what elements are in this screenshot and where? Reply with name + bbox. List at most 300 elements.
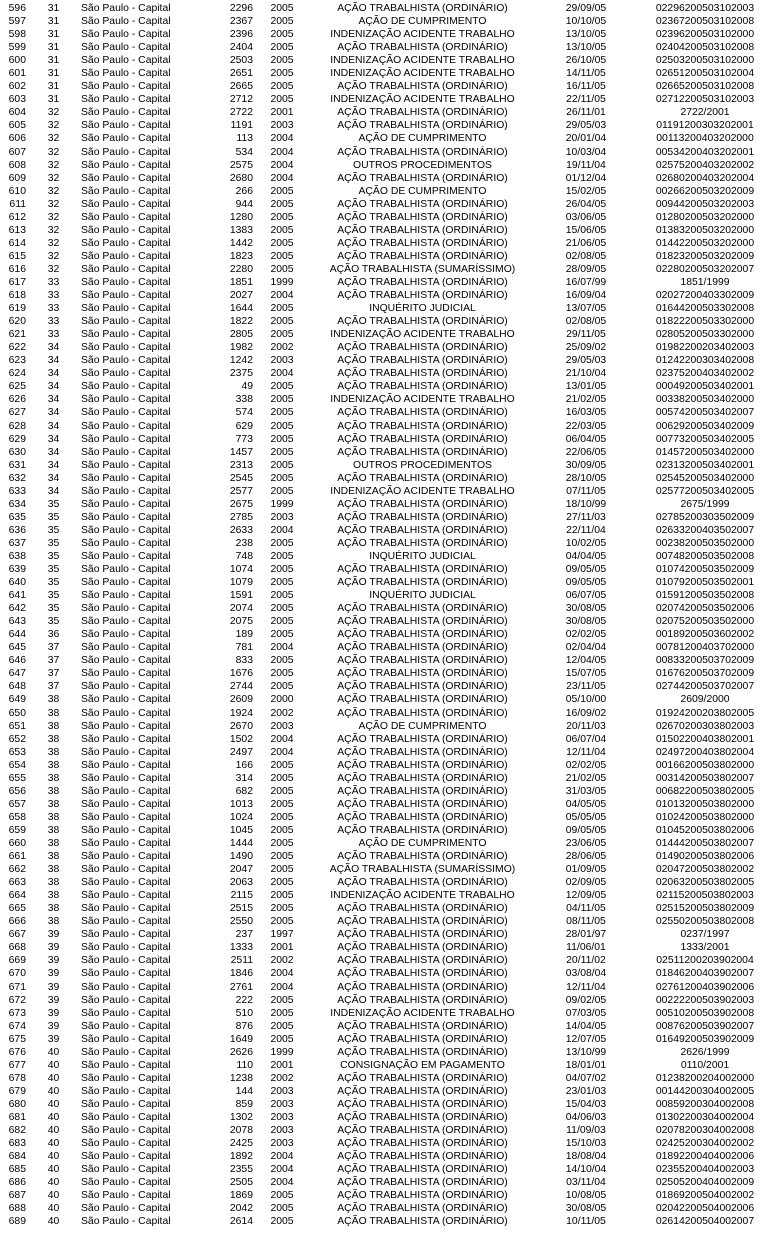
location: São Paulo - Capital <box>81 146 171 158</box>
filing-date: 07/11/05 <box>566 485 606 497</box>
table-row <box>0 1163 772 1176</box>
action-class: AÇÃO TRABALHISTA (ORDINÁRIO) <box>337 759 508 771</box>
process-number: 1191 <box>230 120 253 132</box>
row-number: 635 <box>8 511 26 523</box>
process-id: 1333/2001 <box>680 942 730 954</box>
table-row <box>0 459 772 472</box>
row-number: 633 <box>8 485 26 497</box>
process-number: 1457 <box>229 446 253 458</box>
process-year: 2005 <box>270 68 294 80</box>
process-id: 2626/1999 <box>680 1046 730 1058</box>
row-number: 609 <box>8 172 26 184</box>
vara-number: 32 <box>47 250 60 262</box>
action-class: AÇÃO TRABALHISTA (ORDINÁRIO) <box>337 916 508 928</box>
row-number: 620 <box>8 316 26 328</box>
location: São Paulo - Capital <box>81 498 171 510</box>
process-id: 02545200503402000 <box>655 472 755 484</box>
location: São Paulo - Capital <box>81 1007 171 1019</box>
filing-date: 22/06/05 <box>565 446 607 458</box>
location: São Paulo - Capital <box>81 250 171 262</box>
process-number: 1869 <box>229 1190 253 1202</box>
process-year: 2005 <box>270 681 294 693</box>
filing-date: 13/10/99 <box>565 1046 607 1058</box>
process-number: 1502 <box>229 733 253 745</box>
filing-date: 23/01/03 <box>565 1085 607 1097</box>
table-row <box>0 1150 772 1163</box>
action-class: AÇÃO TRABALHISTA (ORDINÁRIO) <box>337 981 508 993</box>
process-number: 1982 <box>229 342 253 354</box>
location: São Paulo - Capital <box>81 668 171 680</box>
location: São Paulo - Capital <box>81 694 171 706</box>
vara-number: 34 <box>47 368 60 380</box>
filing-date: 13/10/05 <box>565 29 607 41</box>
process-year: 2004 <box>270 1151 294 1163</box>
action-class: INDENIZAÇÃO ACIDENTE TRABALHO <box>330 94 515 106</box>
location: São Paulo - Capital <box>81 681 171 693</box>
filing-date: 02/08/05 <box>565 316 607 328</box>
action-class: AÇÃO TRABALHISTA (ORDINÁRIO) <box>337 381 508 393</box>
location: São Paulo - Capital <box>81 629 171 641</box>
row-number: 656 <box>8 785 26 797</box>
process-year: 2005 <box>270 851 294 863</box>
table-row <box>0 1072 772 1085</box>
process-number: 2313 <box>229 459 253 471</box>
process-number: 110 <box>236 1059 253 1071</box>
process-number: 1238 <box>229 1072 253 1084</box>
process-number: 1822 <box>229 316 253 328</box>
process-id: 00222200503902003 <box>655 994 755 1006</box>
vara-number: 40 <box>47 1138 60 1150</box>
vara-number: 36 <box>47 629 60 641</box>
filing-date: 10/03/04 <box>565 146 607 158</box>
location: São Paulo - Capital <box>81 303 171 315</box>
filing-date: 21/10/04 <box>565 368 607 380</box>
row-number: 643 <box>8 616 26 628</box>
row-number: 652 <box>8 733 26 745</box>
filing-date: 12/11/04 <box>566 746 606 758</box>
action-class: AÇÃO DE CUMPRIMENTO <box>358 133 487 145</box>
row-number: 627 <box>8 407 26 419</box>
location: São Paulo - Capital <box>81 824 171 836</box>
process-number: 314 <box>235 772 253 784</box>
row-number: 630 <box>8 446 26 458</box>
process-id: 02805200503302000 <box>655 329 755 341</box>
action-class: AÇÃO TRABALHISTA (ORDINÁRIO) <box>337 3 508 14</box>
process-number: 629 <box>235 420 253 432</box>
vara-number: 38 <box>47 694 60 706</box>
filing-date: 05/10/00 <box>565 694 607 706</box>
filing-date: 16/09/04 <box>565 290 607 302</box>
row-number: 678 <box>8 1072 26 1084</box>
vara-number: 32 <box>47 172 60 184</box>
action-class: AÇÃO TRABALHISTA (SUMARÍSSIMO) <box>329 263 516 275</box>
process-id: 01823200503202009 <box>655 250 755 262</box>
action-class: AÇÃO TRABALHISTA (ORDINÁRIO) <box>337 603 508 615</box>
filing-date: 21/02/05 <box>565 394 607 406</box>
filing-date: 26/10/05 <box>565 55 607 67</box>
process-number: 338 <box>235 394 253 406</box>
process-number: 781 <box>235 642 253 654</box>
action-class: AÇÃO TRABALHISTA (ORDINÁRIO) <box>337 877 508 889</box>
vara-number: 38 <box>47 707 60 719</box>
location: São Paulo - Capital <box>81 1177 171 1189</box>
process-id: 02404200503102008 <box>655 42 755 54</box>
location: São Paulo - Capital <box>81 107 171 119</box>
row-number: 660 <box>8 838 26 849</box>
vara-number: 31 <box>47 55 60 67</box>
vara-number: 34 <box>47 433 60 445</box>
location: São Paulo - Capital <box>81 29 171 41</box>
table-row <box>0 2 772 15</box>
location: São Paulo - Capital <box>81 94 171 106</box>
vara-number: 35 <box>47 577 60 589</box>
process-number: 1079 <box>229 577 253 589</box>
process-year: 2005 <box>270 55 294 67</box>
table-row <box>0 628 772 641</box>
process-number: 2367 <box>229 16 253 28</box>
process-number: 1676 <box>229 668 253 680</box>
row-number: 638 <box>8 550 26 562</box>
process-year: 2005 <box>270 655 294 667</box>
process-id: 02396200503102000 <box>655 29 755 41</box>
action-class: AÇÃO TRABALHISTA (ORDINÁRIO) <box>337 355 508 367</box>
action-class: AÇÃO TRABALHISTA (ORDINÁRIO) <box>337 42 508 54</box>
process-year: 2001 <box>270 942 294 954</box>
row-number: 644 <box>8 629 26 641</box>
process-number: 1644 <box>229 303 253 315</box>
row-number: 664 <box>8 890 26 902</box>
process-id: 02761200403902006 <box>655 981 755 993</box>
filing-date: 28/10/05 <box>565 472 607 484</box>
process-number: 144 <box>235 1085 253 1097</box>
filing-date: 10/08/05 <box>565 1190 607 1202</box>
location: São Paulo - Capital <box>81 577 171 589</box>
process-year: 2005 <box>270 877 294 889</box>
table-row <box>0 1085 772 1098</box>
row-number: 682 <box>8 1125 26 1137</box>
row-number: 623 <box>8 355 26 367</box>
process-id: 2675/1999 <box>680 498 730 510</box>
table-row <box>0 1189 772 1202</box>
table-row <box>0 41 772 54</box>
vara-number: 38 <box>47 785 60 797</box>
table-row <box>0 576 772 589</box>
row-number: 612 <box>8 211 26 223</box>
vara-number: 39 <box>47 955 60 967</box>
process-id: 00574200503402007 <box>655 407 755 419</box>
process-id: 00189200503602002 <box>655 629 755 641</box>
action-class: AÇÃO TRABALHISTA (ORDINÁRIO) <box>337 342 508 354</box>
process-id: 01242200303402008 <box>655 355 755 367</box>
process-number: 1383 <box>229 224 253 236</box>
table-row <box>0 1124 772 1137</box>
table-row <box>0 550 772 563</box>
vara-number: 33 <box>47 290 60 302</box>
process-number: 2805 <box>229 329 253 341</box>
vara-number: 37 <box>47 668 60 680</box>
action-class: AÇÃO TRABALHISTA (ORDINÁRIO) <box>337 1111 508 1123</box>
action-class: INDENIZAÇÃO ACIDENTE TRABALHO <box>330 55 515 67</box>
vara-number: 40 <box>47 1111 60 1123</box>
action-class: AÇÃO TRABALHISTA (ORDINÁRIO) <box>337 1203 508 1215</box>
vara-number: 37 <box>47 655 60 667</box>
process-id: 02614200504002007 <box>655 1216 755 1228</box>
filing-date: 08/11/05 <box>566 916 606 928</box>
table-row <box>0 654 772 667</box>
location: São Paulo - Capital <box>81 159 171 171</box>
process-year: 2005 <box>270 224 294 236</box>
location: São Paulo - Capital <box>81 877 171 889</box>
table-row <box>0 1059 772 1072</box>
filing-date: 29/05/03 <box>565 120 607 132</box>
filing-date: 14/04/05 <box>565 1020 607 1032</box>
filing-date: 10/10/05 <box>565 16 607 28</box>
process-id: 02785200303502009 <box>655 511 755 523</box>
vara-number: 38 <box>47 877 60 889</box>
vara-number: 38 <box>47 864 60 876</box>
filing-date: 03/08/04 <box>565 968 607 980</box>
table-row <box>0 850 772 863</box>
vara-number: 33 <box>47 303 60 315</box>
process-id: 02313200503402001 <box>655 459 755 471</box>
row-number: 614 <box>8 237 26 249</box>
vara-number: 32 <box>47 224 60 236</box>
process-id: 02680200403202004 <box>655 172 755 184</box>
process-year: 2004 <box>270 1177 294 1189</box>
process-id: 01442200503202000 <box>655 237 755 249</box>
action-class: AÇÃO TRABALHISTA (ORDINÁRIO) <box>337 1085 508 1097</box>
row-number: 599 <box>8 42 26 54</box>
location: São Paulo - Capital <box>81 994 171 1006</box>
location: São Paulo - Capital <box>81 1125 171 1137</box>
table-row <box>0 172 772 185</box>
process-number: 2550 <box>229 916 253 928</box>
process-year: 2005 <box>270 864 294 876</box>
table-row <box>0 720 772 733</box>
location: São Paulo - Capital <box>81 368 171 380</box>
vara-number: 39 <box>47 968 60 980</box>
filing-date: 04/05/05 <box>565 798 607 810</box>
process-number: 1591 <box>229 590 253 602</box>
location: São Paulo - Capital <box>81 329 171 341</box>
process-year: 2005 <box>270 381 294 393</box>
filing-date: 09/02/05 <box>565 994 607 1006</box>
table-row <box>0 941 772 954</box>
table-row <box>0 54 772 67</box>
location: São Paulo - Capital <box>81 120 171 132</box>
action-class: AÇÃO TRABALHISTA (ORDINÁRIO) <box>337 237 508 249</box>
vara-number: 38 <box>47 720 60 732</box>
row-number: 669 <box>8 955 26 967</box>
vara-number: 31 <box>47 42 60 54</box>
row-number: 672 <box>8 994 26 1006</box>
table-row <box>0 915 772 928</box>
table-row <box>0 785 772 798</box>
location: São Paulo - Capital <box>81 929 171 941</box>
row-number: 683 <box>8 1138 26 1150</box>
process-id: 00629200503402009 <box>655 420 755 432</box>
location: São Paulo - Capital <box>81 1111 171 1123</box>
filing-date: 10/11/05 <box>566 1216 606 1228</box>
process-id: 00238200503502000 <box>655 537 755 549</box>
process-number: 1846 <box>229 968 253 980</box>
action-class: CONSIGNAÇÃO EM PAGAMENTO <box>340 1059 505 1071</box>
action-class: AÇÃO TRABALHISTA (ORDINÁRIO) <box>337 851 508 863</box>
process-id: 00144200304002005 <box>655 1085 755 1097</box>
vara-number: 38 <box>47 811 60 823</box>
table-row <box>0 1033 772 1046</box>
process-year: 2005 <box>270 916 294 928</box>
process-number: 1851 <box>229 276 253 288</box>
vara-number: 33 <box>47 276 60 288</box>
process-year: 1999 <box>270 498 294 510</box>
process-year: 2005 <box>270 1007 294 1019</box>
action-class: AÇÃO TRABALHISTA (ORDINÁRIO) <box>337 472 508 484</box>
action-class: AÇÃO TRABALHISTA (ORDINÁRIO) <box>337 250 508 262</box>
table-row <box>0 341 772 354</box>
filing-date: 18/08/04 <box>565 1151 607 1163</box>
vara-number: 34 <box>47 420 60 432</box>
row-number: 666 <box>8 916 26 928</box>
row-number: 670 <box>8 968 26 980</box>
action-class: AÇÃO TRABALHISTA (ORDINÁRIO) <box>337 498 508 510</box>
vara-number: 34 <box>47 381 60 393</box>
filing-date: 20/11/02 <box>566 955 606 967</box>
vara-number: 31 <box>47 94 60 106</box>
location: São Paulo - Capital <box>81 459 171 471</box>
process-year: 2004 <box>270 733 294 745</box>
filing-date: 23/06/05 <box>565 838 607 849</box>
filing-date: 09/05/05 <box>565 564 607 576</box>
location: São Paulo - Capital <box>81 537 171 549</box>
process-number: 1892 <box>229 1151 253 1163</box>
location: São Paulo - Capital <box>81 211 171 223</box>
process-number: 1823 <box>229 250 253 262</box>
process-year: 2003 <box>270 720 294 732</box>
process-number: 2404 <box>229 42 253 54</box>
filing-date: 16/03/05 <box>565 407 607 419</box>
process-number: 2396 <box>229 29 253 41</box>
process-year: 1999 <box>270 1046 294 1058</box>
location: São Paulo - Capital <box>81 198 171 210</box>
row-number: 651 <box>8 720 26 732</box>
filing-date: 13/10/05 <box>565 42 607 54</box>
vara-number: 35 <box>47 616 60 628</box>
process-id: 01045200503802006 <box>655 824 755 836</box>
table-row <box>0 498 772 511</box>
location: São Paulo - Capital <box>81 381 171 393</box>
vara-number: 39 <box>47 929 60 941</box>
action-class: AÇÃO TRABALHISTA (ORDINÁRIO) <box>337 642 508 654</box>
table-row <box>0 1046 772 1059</box>
process-id: 00833200503702009 <box>655 655 755 667</box>
process-year: 2004 <box>270 1164 294 1176</box>
action-class: AÇÃO TRABALHISTA (ORDINÁRIO) <box>337 433 508 445</box>
process-year: 2004 <box>270 981 294 993</box>
filing-date: 22/11/05 <box>566 94 606 106</box>
row-number: 603 <box>8 94 26 106</box>
process-id: 2722/2001 <box>680 107 730 119</box>
filing-date: 15/06/05 <box>565 224 607 236</box>
location: São Paulo - Capital <box>81 524 171 536</box>
process-number: 833 <box>235 655 253 667</box>
process-number: 2075 <box>229 616 253 628</box>
process-year: 2005 <box>270 237 294 249</box>
filing-date: 09/05/05 <box>565 824 607 836</box>
location: São Paulo - Capital <box>81 864 171 876</box>
row-number: 642 <box>8 603 26 615</box>
action-class: AÇÃO TRABALHISTA (ORDINÁRIO) <box>337 81 508 93</box>
filing-date: 10/02/05 <box>565 537 607 549</box>
action-class: AÇÃO TRABALHISTA (ORDINÁRIO) <box>337 903 508 915</box>
action-class: AÇÃO TRABALHISTA (ORDINÁRIO) <box>337 564 508 576</box>
location: São Paulo - Capital <box>81 446 171 458</box>
row-number: 624 <box>8 368 26 380</box>
process-id: 01238200204002000 <box>655 1072 755 1084</box>
process-number: 944 <box>235 198 253 210</box>
action-class: AÇÃO TRABALHISTA (ORDINÁRIO) <box>337 172 508 184</box>
filing-date: 30/08/05 <box>565 603 607 615</box>
row-number: 610 <box>8 185 26 197</box>
vara-number: 40 <box>47 1072 60 1084</box>
row-number: 625 <box>8 381 26 393</box>
process-year: 2003 <box>270 355 294 367</box>
row-number: 597 <box>8 16 26 28</box>
table-row <box>0 198 772 211</box>
process-year: 2005 <box>270 472 294 484</box>
location: São Paulo - Capital <box>81 851 171 863</box>
process-number: 2497 <box>229 746 253 758</box>
process-number: 166 <box>235 759 253 771</box>
action-class: AÇÃO TRABALHISTA (SUMARÍSSIMO) <box>329 864 516 876</box>
location: São Paulo - Capital <box>81 1190 171 1202</box>
process-year: 2005 <box>270 759 294 771</box>
vara-number: 34 <box>47 355 60 367</box>
location: São Paulo - Capital <box>81 642 171 654</box>
process-number: 2575 <box>229 159 253 171</box>
process-id: 01191200303202001 <box>656 120 754 132</box>
row-number: 608 <box>8 159 26 171</box>
table-row <box>0 981 772 994</box>
action-class: AÇÃO TRABALHISTA (ORDINÁRIO) <box>337 785 508 797</box>
process-id: 00534200403202001 <box>655 146 755 158</box>
process-id: 00773200503402005 <box>655 433 755 445</box>
process-year: 2004 <box>270 368 294 380</box>
process-id: 00113200403202000 <box>656 133 754 145</box>
process-number: 2675 <box>229 498 253 510</box>
action-class: AÇÃO TRABALHISTA (ORDINÁRIO) <box>337 224 508 236</box>
filing-date: 27/11/03 <box>566 511 606 523</box>
location: São Paulo - Capital <box>81 42 171 54</box>
table-row <box>0 876 772 889</box>
process-id: 02497200403802004 <box>655 746 755 758</box>
row-number: 663 <box>8 877 26 889</box>
process-id: 02074200503502006 <box>655 603 755 615</box>
table-row <box>0 1215 772 1228</box>
row-number: 615 <box>8 250 26 262</box>
table-row <box>0 615 772 628</box>
table-row <box>0 1202 772 1215</box>
vara-number: 32 <box>47 198 60 210</box>
process-year: 2005 <box>270 94 294 106</box>
filing-date: 11/09/03 <box>566 1125 606 1137</box>
row-number: 596 <box>8 3 26 14</box>
process-number: 1024 <box>229 811 253 823</box>
action-class: AÇÃO TRABALHISTA (ORDINÁRIO) <box>337 733 508 745</box>
process-number: 2633 <box>229 524 253 536</box>
process-number: 2296 <box>229 3 253 14</box>
location: São Paulo - Capital <box>81 720 171 732</box>
